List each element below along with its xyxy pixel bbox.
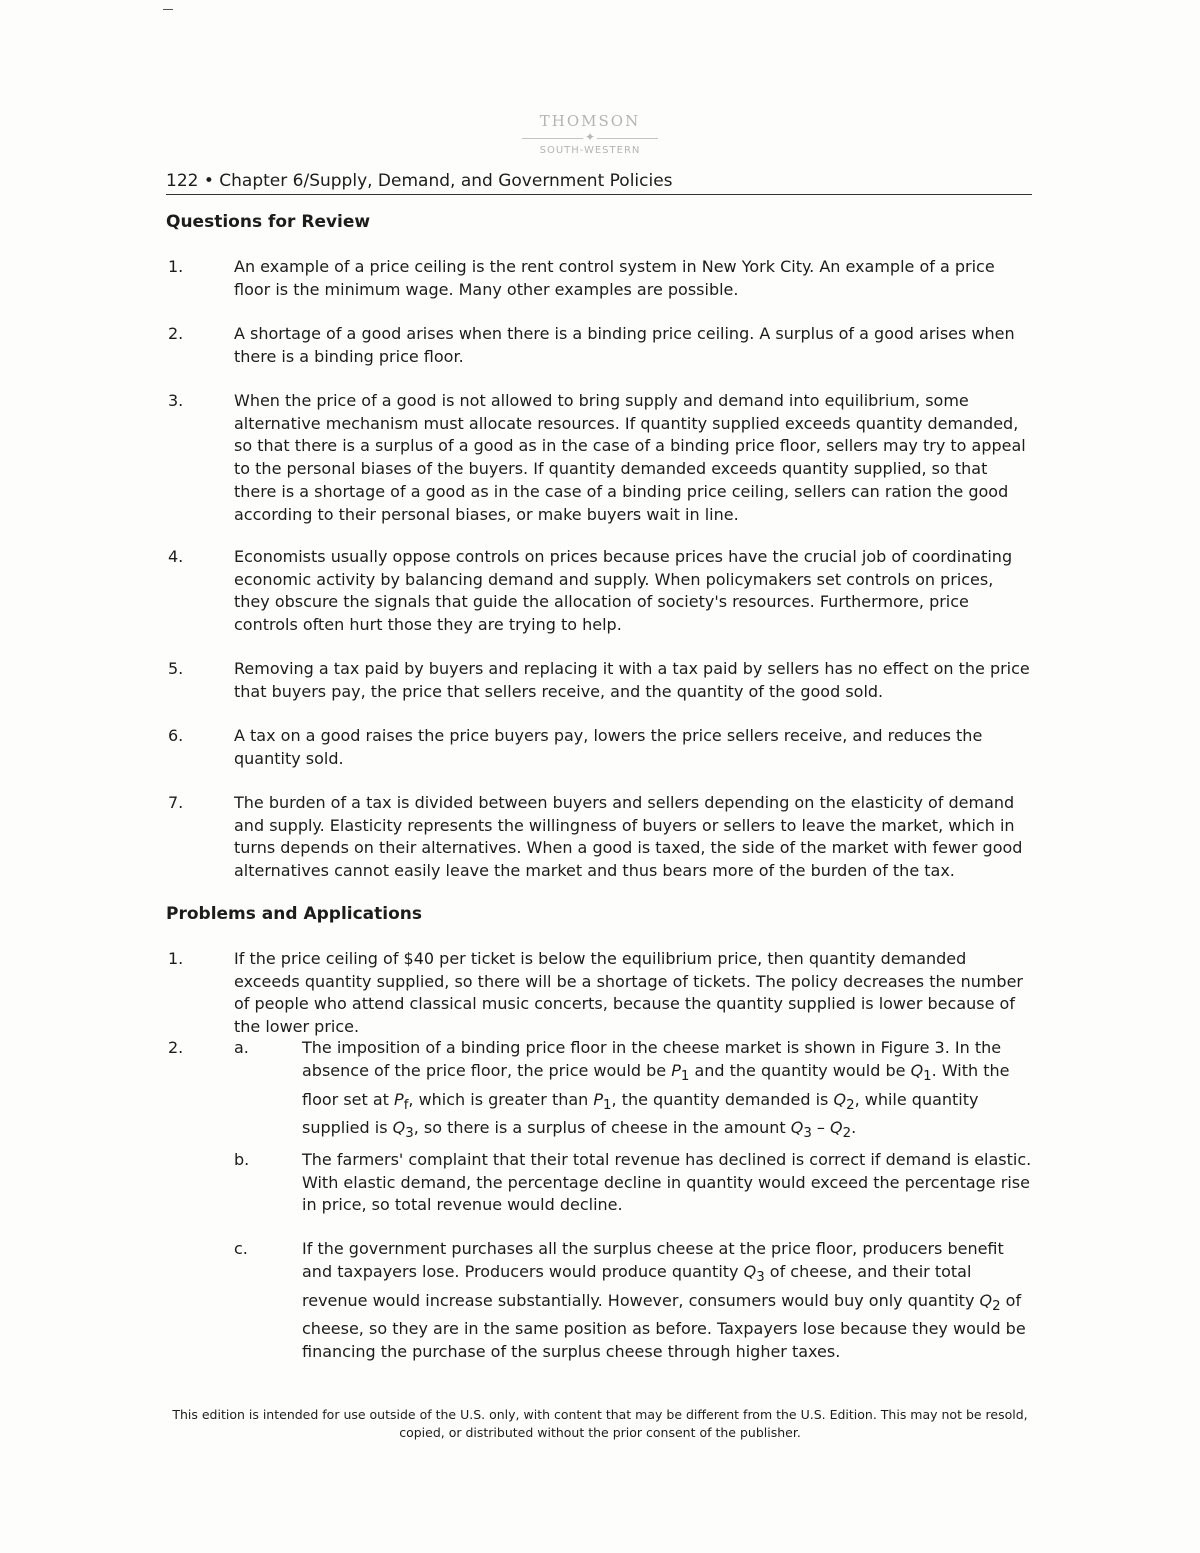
scan-mark: [163, 9, 173, 10]
logo-top-text: THOMSON: [539, 112, 641, 130]
item-number: 1.: [168, 949, 184, 968]
running-header: 122 • Chapter 6/Supply, Demand, and Government Policies: [166, 170, 1032, 195]
item-number: 4.: [168, 547, 184, 566]
item-number: 1.: [168, 257, 184, 276]
item-text: When the price of a good is not allowed to bring supply and demand into equilibrium, some alternative mechanism must allocate resources. If quantity supplied exceeds quantity demanded, so that there is a surplus of a good as in the case of a binding price floor, sellers may try to appeal to the personal biases of the buyers. If quantity demanded exceeds quantity supplied, so that there is a shortage of a good as in the case of a binding price ceiling, sellers can ration the good according to their personal biases, or make buyers wait in line.: [234, 391, 1026, 524]
item-text: Economists usually oppose controls on prices because prices have the crucial job of coordinating economic activity by balancing demand and supply. When policymakers set controls on prices, they obscure the signals that guide the allocation of society's resources. Furthermore, price controls often hurt those they are trying to help.: [234, 547, 1013, 635]
section-title-review: Questions for Review: [166, 212, 371, 232]
sub-item-b: [234, 1149, 1034, 1217]
logo-bottom-text: SOUTH-WESTERN: [539, 145, 641, 156]
review-item: [166, 546, 1032, 637]
item-text: An example of a price ceiling is the rent control system in New York City. An example of a price floor is the minimum wage. Many other examples are possible.: [234, 257, 995, 299]
sub-item-a: [234, 1037, 1034, 1146]
item-number: 3.: [168, 391, 184, 410]
item-number: 7.: [168, 793, 184, 812]
review-item: [166, 390, 1032, 526]
sub-text: The imposition of a binding price floor in the cheese market is shown in Figure 3. In the absence of the price floor, the price would be $P_1$ and the quantity would be $Q_1$. With the floor set at $P_f$, which is greater than $P_1$, the quantity demanded is $Q_2$, while quantity supplied is $Q_3$, so there is a surplus of cheese in the amount $Q_3 - Q_2$.: [302, 1038, 1010, 1142]
item-number: 6.: [168, 726, 184, 745]
logo-divider: [522, 132, 658, 144]
problem-item: [166, 948, 1032, 1039]
item-text: Removing a tax paid by buyers and replacing it with a tax paid by sellers has no effect on the price that buyers pay, the price that sellers receive, and the quantity of the good sold.: [234, 659, 1030, 701]
sub-text: The farmers' complaint that their total revenue has declined is correct if demand is elastic. With elastic demand, the percentage decline in quantity would exceed the percentage rise in price, so total revenue would decline.: [302, 1150, 1032, 1215]
publisher-logo: [500, 112, 680, 156]
copyright-footer: This edition is intended for use outside of the U.S. only, with content that may be different from the U.S. Edition. This may not be resold, copied, or distributed without the prior consent of the publisher.: [172, 1407, 1028, 1440]
sub-label: b.: [234, 1150, 250, 1169]
review-item: [166, 323, 1032, 368]
review-item: [166, 725, 1032, 770]
review-item: [166, 256, 1032, 301]
review-item: [166, 658, 1032, 703]
logo-star-icon: ✦: [584, 130, 596, 144]
sub-text: If the government purchases all the surplus cheese at the price floor, producers benefit and taxpayers lose. Producers would produce quantity $Q_3$ of cheese, and their total revenue would increase substantially. However, consumers would buy only quantity $Q_2$ of cheese, so they are in the same position as before. Taxpayers lose because they would be financing the purchase of the surplus cheese through higher taxes.: [302, 1239, 1026, 1362]
item-text: If the price ceiling of $40 per ticket is below the equilibrium price, then quantity demanded exceeds quantity supplied, so there will be a shortage of tickets. The policy decreases the number of people who attend classical music concerts, because the quantity supplied is lower because of the lower price.: [234, 949, 1024, 1037]
item-text: A shortage of a good arises when there is a binding price ceiling. A surplus of a good arises when there is a binding price floor.: [234, 324, 1015, 366]
item-number: 2.: [168, 324, 184, 343]
sub-label: a.: [234, 1038, 249, 1057]
section-title-problems: Problems and Applications: [166, 904, 423, 924]
item-text: A tax on a good raises the price buyers pay, lowers the price sellers receive, and reduces the quantity sold.: [234, 726, 983, 768]
item-text: The burden of a tax is divided between buyers and sellers depending on the elasticity of demand and supply. Elasticity represents the willingness of buyers or sellers to leave the market, which in turns depends on their alternatives. When a good is taxed, the side of the market with fewer good alternatives cannot easily leave the market and thus bears more of the burden of the tax.: [234, 793, 1023, 881]
sub-item-c: [234, 1238, 1034, 1364]
review-item: [166, 792, 1032, 883]
item-number: 5.: [168, 659, 184, 678]
item-number: 2.: [168, 1038, 184, 1057]
sub-label: c.: [234, 1239, 248, 1258]
